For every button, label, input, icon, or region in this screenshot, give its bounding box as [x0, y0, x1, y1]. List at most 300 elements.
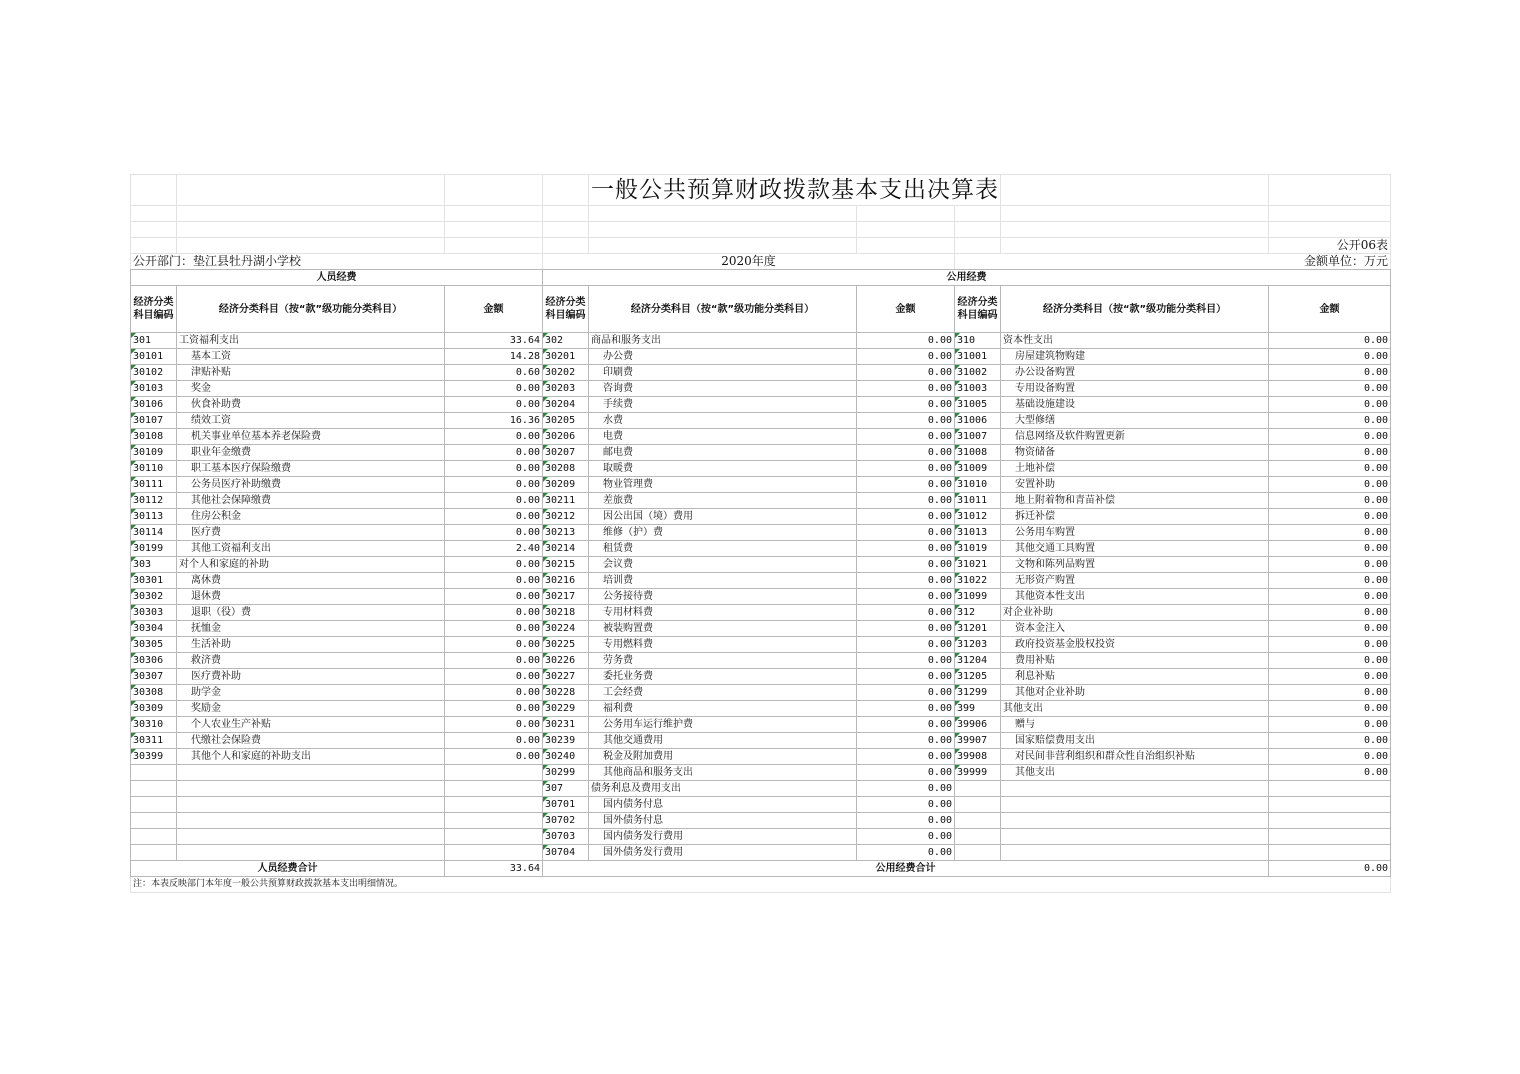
public-b-amount-cell: 0.00 [1269, 573, 1391, 589]
table-row [131, 381, 1391, 397]
public-a-name-cell: 维修（护）费 [589, 525, 857, 541]
public-b-amount-cell [1269, 813, 1391, 829]
personnel-amount-cell [445, 797, 543, 813]
header-code: 经济分类科目编码 [131, 286, 177, 333]
public-a-code-cell: 30703 [543, 829, 589, 845]
table-row [131, 429, 1391, 445]
public-a-amount-cell: 0.00 [857, 637, 955, 653]
table-row [131, 637, 1391, 653]
public-a-name-cell: 国内债务付息 [589, 797, 857, 813]
public-a-name-cell: 工会经费 [589, 685, 857, 701]
public-a-amount-cell: 0.00 [857, 829, 955, 845]
public-a-amount-cell: 0.00 [857, 781, 955, 797]
table-row [131, 397, 1391, 413]
public-a-code-cell: 30227 [543, 669, 589, 685]
public-a-amount-cell: 0.00 [857, 845, 955, 861]
personnel-name-cell: 生活补助 [177, 637, 445, 653]
public-a-amount-cell: 0.00 [857, 349, 955, 365]
personnel-name-cell: 津贴补贴 [177, 365, 445, 381]
personnel-amount-cell: 0.00 [445, 733, 543, 749]
public-a-name-cell: 邮电费 [589, 445, 857, 461]
public-a-amount-cell: 0.00 [857, 429, 955, 445]
public-total-value: 0.00 [1269, 861, 1391, 877]
public-a-amount-cell: 0.00 [857, 701, 955, 717]
public-b-name-cell: 资本性支出 [1001, 333, 1269, 349]
public-b-code-cell [955, 829, 1001, 845]
public-a-code-cell: 30212 [543, 509, 589, 525]
personnel-code-cell: 30107 [131, 413, 177, 429]
personnel-name-cell: 工资福利支出 [177, 333, 445, 349]
personnel-name-cell: 对个人和家庭的补助 [177, 557, 445, 573]
public-a-amount-cell: 0.00 [857, 445, 955, 461]
table-row [131, 349, 1391, 365]
public-a-amount-cell: 0.00 [857, 557, 955, 573]
personnel-name-cell [177, 797, 445, 813]
public-b-amount-cell: 0.00 [1269, 541, 1391, 557]
header-name: 经济分类科目（按“款”级功能分类科目） [589, 286, 857, 333]
personnel-name-cell: 奖励金 [177, 701, 445, 717]
table-row [131, 365, 1391, 381]
public-a-amount-cell: 0.00 [857, 621, 955, 637]
public-b-code-cell: 31204 [955, 653, 1001, 669]
public-a-amount-cell: 0.00 [857, 413, 955, 429]
personnel-amount-cell: 0.00 [445, 653, 543, 669]
public-b-amount-cell: 0.00 [1269, 365, 1391, 381]
public-b-code-cell: 31011 [955, 493, 1001, 509]
table-row [131, 477, 1391, 493]
table-row [131, 845, 1391, 861]
public-a-code-cell: 30209 [543, 477, 589, 493]
public-b-name-cell [1001, 845, 1269, 861]
public-b-amount-cell: 0.00 [1269, 509, 1391, 525]
public-b-name-cell: 对企业补助 [1001, 605, 1269, 621]
table-row [131, 589, 1391, 605]
public-b-code-cell [955, 797, 1001, 813]
public-b-amount-cell: 0.00 [1269, 349, 1391, 365]
public-a-name-cell: 手续费 [589, 397, 857, 413]
personnel-code-cell: 30112 [131, 493, 177, 509]
public-a-name-cell: 商品和服务支出 [589, 333, 857, 349]
table-row [131, 669, 1391, 685]
public-a-name-cell: 其他商品和服务支出 [589, 765, 857, 781]
public-a-code-cell: 30203 [543, 381, 589, 397]
public-b-code-cell: 31001 [955, 349, 1001, 365]
public-b-amount-cell: 0.00 [1269, 429, 1391, 445]
public-b-amount-cell: 0.00 [1269, 589, 1391, 605]
public-b-code-cell: 31003 [955, 381, 1001, 397]
public-a-amount-cell: 0.00 [857, 653, 955, 669]
public-b-code-cell: 39999 [955, 765, 1001, 781]
public-b-name-cell: 信息网络及软件购置更新 [1001, 429, 1269, 445]
header-code: 经济分类科目编码 [543, 286, 589, 333]
public-a-amount-cell: 0.00 [857, 797, 955, 813]
personnel-code-cell: 303 [131, 557, 177, 573]
public-b-code-cell: 399 [955, 701, 1001, 717]
public-b-code-cell: 39906 [955, 717, 1001, 733]
public-b-amount-cell: 0.00 [1269, 605, 1391, 621]
personnel-code-cell [131, 781, 177, 797]
public-a-amount-cell: 0.00 [857, 333, 955, 349]
public-b-amount-cell: 0.00 [1269, 669, 1391, 685]
public-b-code-cell: 31012 [955, 509, 1001, 525]
public-a-amount-cell: 0.00 [857, 685, 955, 701]
public-a-code-cell: 30215 [543, 557, 589, 573]
personnel-amount-cell: 2.40 [445, 541, 543, 557]
public-a-code-cell: 30231 [543, 717, 589, 733]
header-name: 经济分类科目（按“款”级功能分类科目） [177, 286, 445, 333]
personnel-amount-cell: 0.00 [445, 621, 543, 637]
public-b-amount-cell: 0.00 [1269, 621, 1391, 637]
public-a-code-cell: 30204 [543, 397, 589, 413]
public-a-name-cell: 会议费 [589, 557, 857, 573]
public-b-amount-cell: 0.00 [1269, 717, 1391, 733]
personnel-name-cell [177, 781, 445, 797]
public-b-name-cell [1001, 781, 1269, 797]
fiscal-year: 2020年度 [543, 254, 955, 270]
public-b-amount-cell: 0.00 [1269, 493, 1391, 509]
public-b-amount-cell: 0.00 [1269, 749, 1391, 765]
personnel-amount-cell: 16.36 [445, 413, 543, 429]
personnel-name-cell: 绩效工资 [177, 413, 445, 429]
public-a-code-cell: 30240 [543, 749, 589, 765]
header-code: 经济分类科目编码 [955, 286, 1001, 333]
personnel-name-cell: 职工基本医疗保险缴费 [177, 461, 445, 477]
personnel-amount-cell: 0.00 [445, 557, 543, 573]
table-row [131, 557, 1391, 573]
table-row [131, 509, 1391, 525]
personnel-code-cell: 30308 [131, 685, 177, 701]
public-a-name-cell: 税金及附加费用 [589, 749, 857, 765]
personnel-amount-cell: 0.00 [445, 477, 543, 493]
public-b-name-cell: 地上附着物和青苗补偿 [1001, 493, 1269, 509]
public-b-amount-cell: 0.00 [1269, 557, 1391, 573]
public-a-code-cell: 30229 [543, 701, 589, 717]
personnel-code-cell: 30306 [131, 653, 177, 669]
personnel-code-cell [131, 813, 177, 829]
public-b-amount-cell: 0.00 [1269, 381, 1391, 397]
personnel-amount-cell: 0.00 [445, 717, 543, 733]
personnel-name-cell: 其他社会保障缴费 [177, 493, 445, 509]
public-a-name-cell: 国外债务付息 [589, 813, 857, 829]
personnel-total-value: 33.64 [445, 861, 543, 877]
personnel-amount-cell: 0.00 [445, 429, 543, 445]
public-a-code-cell: 30225 [543, 637, 589, 653]
personnel-code-cell: 30302 [131, 589, 177, 605]
table-row [131, 829, 1391, 845]
public-a-amount-cell: 0.00 [857, 365, 955, 381]
table-row [131, 781, 1391, 797]
public-b-name-cell [1001, 813, 1269, 829]
personnel-total-label: 人员经费合计 [131, 861, 445, 877]
public-b-name-cell: 无形资产购置 [1001, 573, 1269, 589]
public-a-amount-cell: 0.00 [857, 493, 955, 509]
personnel-code-cell: 30305 [131, 637, 177, 653]
public-b-name-cell: 其他对企业补助 [1001, 685, 1269, 701]
personnel-name-cell [177, 845, 445, 861]
public-a-code-cell: 30228 [543, 685, 589, 701]
unit-label: 金额单位：万元 [955, 254, 1391, 270]
public-a-name-cell: 公务接待费 [589, 589, 857, 605]
personnel-amount-cell: 0.60 [445, 365, 543, 381]
personnel-amount-cell [445, 845, 543, 861]
personnel-name-cell: 代缴社会保险费 [177, 733, 445, 749]
public-a-amount-cell: 0.00 [857, 717, 955, 733]
public-b-code-cell: 31006 [955, 413, 1001, 429]
table-row [131, 525, 1391, 541]
public-a-code-cell: 30202 [543, 365, 589, 381]
public-a-code-cell: 30206 [543, 429, 589, 445]
public-b-amount-cell [1269, 781, 1391, 797]
table-row [131, 797, 1391, 813]
public-b-name-cell: 物资储备 [1001, 445, 1269, 461]
personnel-code-cell: 30103 [131, 381, 177, 397]
public-b-code-cell: 31203 [955, 637, 1001, 653]
public-a-code-cell: 30704 [543, 845, 589, 861]
public-b-name-cell: 公务用车购置 [1001, 525, 1269, 541]
public-b-name-cell: 专用设备购置 [1001, 381, 1269, 397]
personnel-code-cell: 30113 [131, 509, 177, 525]
public-b-amount-cell: 0.00 [1269, 445, 1391, 461]
personnel-amount-cell: 0.00 [445, 749, 543, 765]
table-row [131, 813, 1391, 829]
public-b-amount-cell: 0.00 [1269, 637, 1391, 653]
public-a-name-cell: 委托业务费 [589, 669, 857, 685]
public-b-name-cell: 基础设施建设 [1001, 397, 1269, 413]
personnel-name-cell: 其他工资福利支出 [177, 541, 445, 557]
public-a-name-cell: 因公出国（境）费用 [589, 509, 857, 525]
public-a-code-cell: 30226 [543, 653, 589, 669]
public-b-name-cell: 资本金注入 [1001, 621, 1269, 637]
public-a-name-cell: 租赁费 [589, 541, 857, 557]
public-b-name-cell: 其他资本性支出 [1001, 589, 1269, 605]
public-a-amount-cell: 0.00 [857, 605, 955, 621]
public-b-code-cell: 31008 [955, 445, 1001, 461]
table-row [131, 445, 1391, 461]
public-a-name-cell: 办公费 [589, 349, 857, 365]
public-b-code-cell: 312 [955, 605, 1001, 621]
public-a-amount-cell: 0.00 [857, 733, 955, 749]
public-b-name-cell [1001, 797, 1269, 813]
public-b-name-cell: 利息补贴 [1001, 669, 1269, 685]
public-b-code-cell: 31013 [955, 525, 1001, 541]
public-a-name-cell: 咨询费 [589, 381, 857, 397]
personnel-name-cell: 基本工资 [177, 349, 445, 365]
table-row [131, 653, 1391, 669]
public-b-code-cell [955, 845, 1001, 861]
public-b-name-cell: 其他支出 [1001, 701, 1269, 717]
personnel-code-cell [131, 845, 177, 861]
public-b-amount-cell: 0.00 [1269, 733, 1391, 749]
public-b-name-cell: 土地补偿 [1001, 461, 1269, 477]
personnel-name-cell: 住房公积金 [177, 509, 445, 525]
table-row [131, 413, 1391, 429]
public-a-name-cell: 培训费 [589, 573, 857, 589]
public-a-amount-cell: 0.00 [857, 525, 955, 541]
public-b-code-cell: 31299 [955, 685, 1001, 701]
public-a-amount-cell: 0.00 [857, 765, 955, 781]
public-a-name-cell: 公务用车运行维护费 [589, 717, 857, 733]
public-b-amount-cell: 0.00 [1269, 765, 1391, 781]
public-b-code-cell [955, 813, 1001, 829]
personnel-amount-cell: 0.00 [445, 605, 543, 621]
public-b-amount-cell: 0.00 [1269, 413, 1391, 429]
public-a-name-cell: 国外债务发行费用 [589, 845, 857, 861]
personnel-code-cell: 30101 [131, 349, 177, 365]
public-b-code-cell: 310 [955, 333, 1001, 349]
personnel-name-cell: 其他个人和家庭的补助支出 [177, 749, 445, 765]
personnel-amount-cell: 14.28 [445, 349, 543, 365]
public-a-name-cell: 印刷费 [589, 365, 857, 381]
public-a-name-cell: 专用材料费 [589, 605, 857, 621]
personnel-code-cell [131, 797, 177, 813]
header-amount: 金额 [857, 286, 955, 333]
section-personnel: 人员经费 [131, 270, 543, 286]
table-row [131, 765, 1391, 781]
public-a-code-cell: 30217 [543, 589, 589, 605]
personnel-amount-cell: 0.00 [445, 573, 543, 589]
public-a-code-cell: 30299 [543, 765, 589, 781]
public-a-code-cell: 30702 [543, 813, 589, 829]
personnel-amount-cell: 0.00 [445, 701, 543, 717]
table-number: 公开06表 [1269, 238, 1391, 254]
header-amount: 金额 [1269, 286, 1391, 333]
personnel-name-cell: 助学金 [177, 685, 445, 701]
table-row [131, 493, 1391, 509]
personnel-name-cell [177, 829, 445, 845]
personnel-code-cell: 30304 [131, 621, 177, 637]
personnel-code-cell [131, 765, 177, 781]
public-b-amount-cell: 0.00 [1269, 461, 1391, 477]
public-b-code-cell: 31021 [955, 557, 1001, 573]
personnel-amount-cell: 0.00 [445, 461, 543, 477]
personnel-code-cell: 30111 [131, 477, 177, 493]
table-row [131, 749, 1391, 765]
page-title: 一般公共预算财政拨款基本支出决算表 [589, 175, 1001, 206]
personnel-name-cell [177, 765, 445, 781]
public-a-name-cell: 专用燃料费 [589, 637, 857, 653]
public-b-name-cell: 其他支出 [1001, 765, 1269, 781]
personnel-code-cell: 30301 [131, 573, 177, 589]
personnel-amount-cell: 0.00 [445, 525, 543, 541]
public-a-amount-cell: 0.00 [857, 461, 955, 477]
personnel-code-cell: 30114 [131, 525, 177, 541]
personnel-code-cell: 30303 [131, 605, 177, 621]
table-row [131, 461, 1391, 477]
personnel-code-cell: 30110 [131, 461, 177, 477]
personnel-name-cell [177, 813, 445, 829]
public-b-code-cell: 31005 [955, 397, 1001, 413]
public-b-amount-cell [1269, 797, 1391, 813]
public-a-code-cell: 302 [543, 333, 589, 349]
public-b-amount-cell [1269, 829, 1391, 845]
public-b-amount-cell: 0.00 [1269, 685, 1391, 701]
public-b-code-cell: 31002 [955, 365, 1001, 381]
personnel-code-cell: 301 [131, 333, 177, 349]
table-row [131, 541, 1391, 557]
public-b-code-cell: 31009 [955, 461, 1001, 477]
personnel-amount-cell [445, 829, 543, 845]
public-a-code-cell: 30201 [543, 349, 589, 365]
personnel-code-cell: 30109 [131, 445, 177, 461]
personnel-amount-cell: 0.00 [445, 509, 543, 525]
public-b-name-cell: 对民间非营利组织和群众性自治组织补贴 [1001, 749, 1269, 765]
public-a-code-cell: 30211 [543, 493, 589, 509]
public-b-name-cell: 政府投资基金股权投资 [1001, 637, 1269, 653]
public-b-code-cell: 31019 [955, 541, 1001, 557]
public-a-amount-cell: 0.00 [857, 477, 955, 493]
personnel-name-cell: 医疗费 [177, 525, 445, 541]
public-b-name-cell [1001, 829, 1269, 845]
public-a-amount-cell: 0.00 [857, 589, 955, 605]
public-b-name-cell: 文物和陈列品购置 [1001, 557, 1269, 573]
personnel-amount-cell: 0.00 [445, 445, 543, 461]
personnel-amount-cell: 0.00 [445, 397, 543, 413]
public-b-name-cell: 办公设备购置 [1001, 365, 1269, 381]
public-a-name-cell: 债务利息及费用支出 [589, 781, 857, 797]
public-b-code-cell [955, 781, 1001, 797]
personnel-name-cell: 公务员医疗补助缴费 [177, 477, 445, 493]
public-b-amount-cell: 0.00 [1269, 477, 1391, 493]
public-b-code-cell: 39907 [955, 733, 1001, 749]
public-a-code-cell: 30701 [543, 797, 589, 813]
personnel-name-cell: 退休费 [177, 589, 445, 605]
expenditure-table [130, 174, 1391, 893]
public-a-code-cell: 30218 [543, 605, 589, 621]
public-b-name-cell: 其他交通工具购置 [1001, 541, 1269, 557]
table-row [131, 333, 1391, 349]
public-b-name-cell: 安置补助 [1001, 477, 1269, 493]
personnel-amount-cell: 0.00 [445, 589, 543, 605]
public-b-name-cell: 费用补贴 [1001, 653, 1269, 669]
public-a-amount-cell: 0.00 [857, 509, 955, 525]
personnel-name-cell: 奖金 [177, 381, 445, 397]
public-b-name-cell: 赠与 [1001, 717, 1269, 733]
public-a-amount-cell: 0.00 [857, 669, 955, 685]
personnel-name-cell: 抚恤金 [177, 621, 445, 637]
public-b-name-cell: 拆迁补偿 [1001, 509, 1269, 525]
public-b-code-cell: 31022 [955, 573, 1001, 589]
header-amount: 金额 [445, 286, 543, 333]
budget-sheet [130, 174, 1390, 893]
public-a-name-cell: 差旅费 [589, 493, 857, 509]
personnel-amount-cell [445, 765, 543, 781]
public-a-name-cell: 电费 [589, 429, 857, 445]
public-a-code-cell: 30214 [543, 541, 589, 557]
personnel-amount-cell [445, 813, 543, 829]
public-a-code-cell: 30207 [543, 445, 589, 461]
department-label: 公开部门：垫江县牡丹湖小学校 [131, 254, 543, 270]
public-a-code-cell: 307 [543, 781, 589, 797]
personnel-code-cell: 30309 [131, 701, 177, 717]
public-total-label: 公用经费合计 [543, 861, 1269, 877]
header-name: 经济分类科目（按“款”级功能分类科目） [1001, 286, 1269, 333]
personnel-code-cell: 30310 [131, 717, 177, 733]
personnel-amount-cell: 0.00 [445, 637, 543, 653]
public-b-code-cell: 31007 [955, 429, 1001, 445]
public-b-amount-cell: 0.00 [1269, 397, 1391, 413]
public-b-code-cell: 31205 [955, 669, 1001, 685]
table-row [131, 733, 1391, 749]
personnel-amount-cell: 0.00 [445, 669, 543, 685]
public-b-amount-cell: 0.00 [1269, 653, 1391, 669]
public-b-name-cell: 国家赔偿费用支出 [1001, 733, 1269, 749]
personnel-code-cell [131, 829, 177, 845]
personnel-amount-cell: 33.64 [445, 333, 543, 349]
public-a-code-cell: 30205 [543, 413, 589, 429]
public-a-code-cell: 30239 [543, 733, 589, 749]
table-row [131, 573, 1391, 589]
public-a-code-cell: 30224 [543, 621, 589, 637]
